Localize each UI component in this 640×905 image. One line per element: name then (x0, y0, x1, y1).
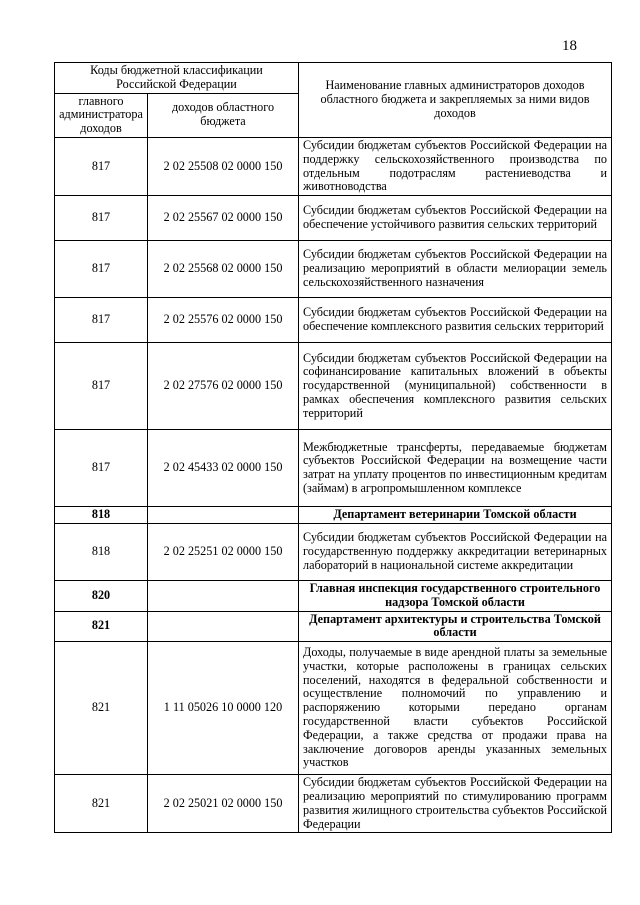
admin-code-cell: 818 (55, 507, 148, 524)
table-row (55, 775, 612, 833)
income-code-cell: 2 02 25021 02 0000 150 (148, 775, 299, 833)
admin-code-cell: 821 (55, 775, 148, 833)
income-name-cell: Субсидии бюджетам субъектов Российской Федерации на государственную поддержку аккредитации ветеринарных лабораторий в национальной системе аккредитации (299, 523, 612, 580)
table-row (55, 343, 612, 430)
table-row (55, 241, 612, 298)
name-header: Наименование главных администраторов доходов областного бюджета и закрепляемых за ними видов доходов (299, 63, 612, 138)
income-code-cell: 2 02 45433 02 0000 150 (148, 430, 299, 507)
table-row (55, 196, 612, 241)
income-code-cell (148, 580, 299, 611)
administrator-name-cell: Главная инспекция государственного строительного надзора Томской области (299, 580, 612, 611)
income-code-cell: 2 02 25576 02 0000 150 (148, 298, 299, 343)
table-row (55, 430, 612, 507)
administrator-name-cell: Департамент ветеринарии Томской области (299, 507, 612, 524)
budget-classification-table (54, 62, 612, 833)
income-name-cell: Субсидии бюджетам субъектов Российской Федерации на реализацию мероприятий по стимулированию программ развития жилищного строительства субъектов Российской Федерации (299, 775, 612, 833)
admin-code-cell: 821 (55, 611, 148, 642)
admin-code-cell: 817 (55, 137, 148, 195)
income-name-cell: Субсидии бюджетам субъектов Российской Федерации на реализацию мероприятий в области мелиорации земель сельскохозяйственного назначения (299, 241, 612, 298)
income-code-cell: 2 02 25567 02 0000 150 (148, 196, 299, 241)
income-code-cell (148, 507, 299, 524)
admin-code-cell: 817 (55, 298, 148, 343)
income-name-cell: Субсидии бюджетам субъектов Российской Федерации на обеспечение комплексного развития сельских территорий (299, 298, 612, 343)
admin-code-cell: 817 (55, 196, 148, 241)
income-name-cell: Субсидии бюджетам субъектов Российской Федерации на обеспечение устойчивого развития сельских территорий (299, 196, 612, 241)
income-code-cell: 2 02 25568 02 0000 150 (148, 241, 299, 298)
income-name-cell: Субсидии бюджетам субъектов Российской Федерации на софинансирование капитальных вложений в объекты государственной (муниципальной) собственности в рамках обеспечения комплексного развития сельских территорий (299, 343, 612, 430)
admin-code-cell: 817 (55, 430, 148, 507)
income-name-cell: Доходы, получаемые в виде арендной платы за земельные участки, которые расположены в границах сельских поселений, находятся в федеральной собственности и осуществление полномочий по управлению и распоряжению которыми передано органам государственной власти субъектов Российской Федерации, а также средства от продажи права на заключение договоров аренды указанных земельных участков (299, 642, 612, 775)
income-code-cell: 2 02 25508 02 0000 150 (148, 137, 299, 195)
section-row (55, 611, 612, 642)
income-code-cell: 2 02 25251 02 0000 150 (148, 523, 299, 580)
income-name-cell: Межбюджетные трансферты, передаваемые бюджетам субъектов Российской Федерации на возмещение части затрат на уплату процентов по инвестиционным кредитам (займам) в агропромышленном комплексе (299, 430, 612, 507)
income-name-cell: Субсидии бюджетам субъектов Российской Федерации на поддержку сельскохозяйственного производства по отдельным подотраслям растениеводства и животноводства (299, 137, 612, 195)
admin-code-cell: 817 (55, 241, 148, 298)
table-row (55, 298, 612, 343)
page-number: 18 (562, 38, 577, 54)
income-code-cell: 1 11 05026 10 0000 120 (148, 642, 299, 775)
administrator-name-cell: Департамент архитектуры и строительства Томской области (299, 611, 612, 642)
admin-code-cell: 820 (55, 580, 148, 611)
section-row (55, 507, 612, 524)
admin-code-cell: 817 (55, 343, 148, 430)
income-code-header: доходов областного бюджета (148, 93, 299, 137)
income-code-cell: 2 02 27576 02 0000 150 (148, 343, 299, 430)
table-row (55, 523, 612, 580)
table-row (55, 137, 612, 195)
section-row (55, 580, 612, 611)
admin-code-cell: 818 (55, 523, 148, 580)
table-row (55, 642, 612, 775)
income-code-cell (148, 611, 299, 642)
codes-header: Коды бюджетной классификации Российской Федерации (55, 63, 299, 94)
table-header-row (55, 63, 612, 94)
admin-code-cell: 821 (55, 642, 148, 775)
admin-code-header: главного администратора доходов (55, 93, 148, 137)
